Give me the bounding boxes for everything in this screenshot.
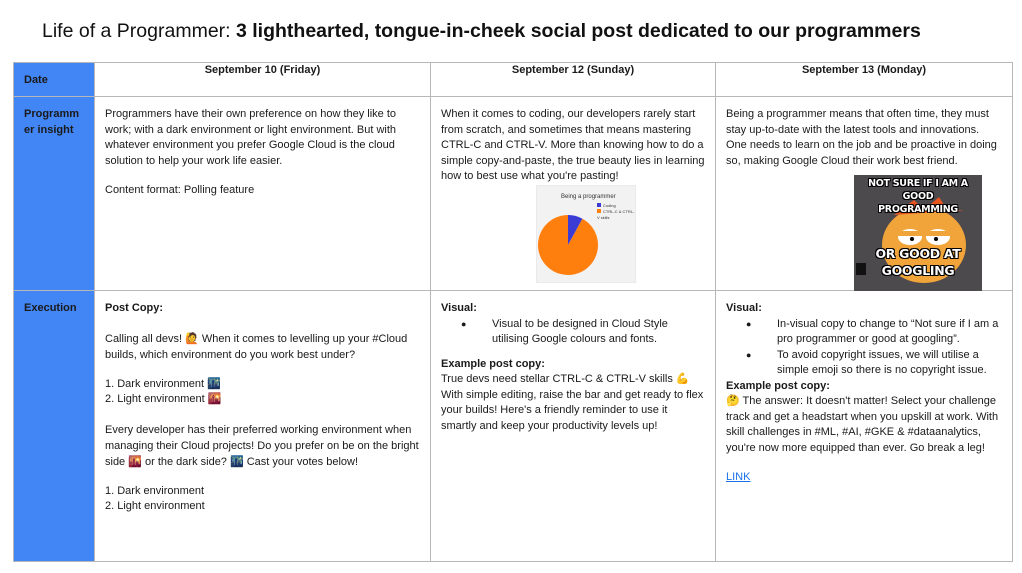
- exec-1-heading: Post Copy:: [105, 302, 164, 314]
- exec-2-visual-heading: Visual:: [441, 302, 477, 314]
- exec-1-body: Every developer has their preferred working environment when managing their Cloud projects! Do you prefer on be on the bright side 🌇 or the dark side? 🌃 Cast your votes below!: [105, 423, 419, 468]
- insight-cell-1: [95, 97, 431, 291]
- execution-label: Execution: [14, 291, 95, 562]
- date-sep-10: September 10 (Friday): [95, 63, 431, 97]
- exec-3-link-wrap: [726, 470, 1002, 486]
- execution-cell-3: [716, 291, 1013, 562]
- exec-2-visual-list: [441, 317, 705, 348]
- page-title: [42, 20, 1012, 43]
- date-sep-12: September 12 (Sunday): [431, 63, 716, 97]
- exec-3-bullet-2: ● To avoid copyright issues, we will utilise a simple emoji so there is no copyright issue.: [726, 348, 1002, 379]
- legend-swatch-coding: [597, 203, 601, 207]
- exec-3-visual-list: [726, 317, 1002, 379]
- pie-legend: [597, 203, 635, 221]
- exec-3-copy: 🤔 The answer: It doesn't matter! Select your challenge track and get a headstart when you upskill at work. With skill challenges in #ML, #AI, #GKE & #dataanalytics, you're now more equipped than ever. Go break a leg!: [726, 395, 999, 454]
- pie-slice-1: [538, 215, 598, 275]
- insight-1-text: Programmers have their own preference on how they like to work; with a dark environment or light environment. But with whatever environment you prefer Google Cloud is the cloud solution to help your work life easier.: [105, 108, 397, 167]
- meme-top-text: [854, 177, 982, 216]
- exec-2-visual-bullet: ● Visual to be designed in Cloud Style utilising Google colours and fonts.: [441, 317, 705, 348]
- content-plan-table: [13, 62, 1013, 562]
- exec-3-bullet-1: ● In-visual copy to change to “Not sure if I am a pro programmer or good at googling”.: [726, 317, 1002, 348]
- meme-top-line-1: NOT SURE IF I AM A GOOD: [868, 178, 968, 202]
- legend-label-coding: Coding: [603, 202, 616, 208]
- pie-chart-image: [536, 185, 636, 283]
- exec-2-copy-heading: Example post copy:: [441, 357, 545, 370]
- meme-bottom-line-2: GOOGLING: [881, 263, 955, 278]
- meme-bottom-line-1: OR GOOD AT: [875, 246, 961, 261]
- exec-1-option-4: 2. Light environment: [105, 500, 205, 512]
- pie-title: Being a programmer: [561, 193, 616, 200]
- date-sep-13: September 13 (Monday): [716, 63, 1013, 97]
- execution-cell-2: [431, 291, 716, 562]
- insight-row: [14, 97, 1013, 291]
- date-label: Date: [14, 63, 95, 97]
- execution-cell-1: [95, 291, 431, 562]
- exec-1-option-1: 1. Dark environment 🌃: [105, 377, 221, 390]
- title-bold: 3 lighthearted, tongue-in-cheek social post dedicated to our programmers: [236, 20, 921, 42]
- execution-row: [14, 291, 1013, 562]
- date-row: [14, 63, 1013, 97]
- insight-cell-2: [431, 97, 716, 291]
- exec-1-option-3: 1. Dark environment: [105, 484, 205, 497]
- pie-chart: [537, 186, 637, 284]
- legend-swatch-ctrl: [597, 209, 601, 213]
- insight-2-text: When it comes to coding, our developers rarely start from scratch, and sometimes that means mastering CTRL-C and CTRL-V. More than knowing how to do a simple copy-and-paste, the true beauty lies in learning how to best use what you're pasting!: [441, 108, 705, 182]
- meme-bottom-text: [854, 245, 982, 279]
- exec-1-intro: Calling all devs! 🙋 When it comes to levelling up your #Cloud builds, which environment do you work best under?: [105, 332, 408, 361]
- insight-3-text: Being a programmer means that often time, they must stay up-to-date with the latest tools and innovations. One needs to learn on the job and be proactive in doing so, making Google Cloud their work best friend.: [726, 108, 997, 167]
- insight-cell-3: [716, 97, 1013, 291]
- insight-label: Programm er insight: [14, 97, 95, 291]
- exec-3-link[interactable]: LINK: [726, 471, 751, 483]
- insight-1-format: Content format: Polling feature: [105, 184, 255, 196]
- exec-2-copy: True devs need stellar CTRL-C & CTRL-V skills 💪 With simple editing, raise the bar and get ready to flex your builds! Here's a friendly reminder to use it smartly and keep your productivity levels up!: [441, 373, 704, 432]
- legend-label-ctrl: CTRL-C & CTRL-V skills: [597, 208, 635, 220]
- exec-1-option-2: 2. Light environment 🌇: [105, 393, 222, 405]
- legend-ctrl: [597, 209, 635, 221]
- meme-image: [854, 175, 982, 291]
- exec-3-visual-heading: Visual:: [726, 302, 762, 314]
- meme-top-line-2: PROGRAMMING: [878, 204, 958, 215]
- exec-3-copy-heading: Example post copy:: [726, 379, 830, 392]
- title-prefix: Life of a Programmer:: [42, 20, 236, 42]
